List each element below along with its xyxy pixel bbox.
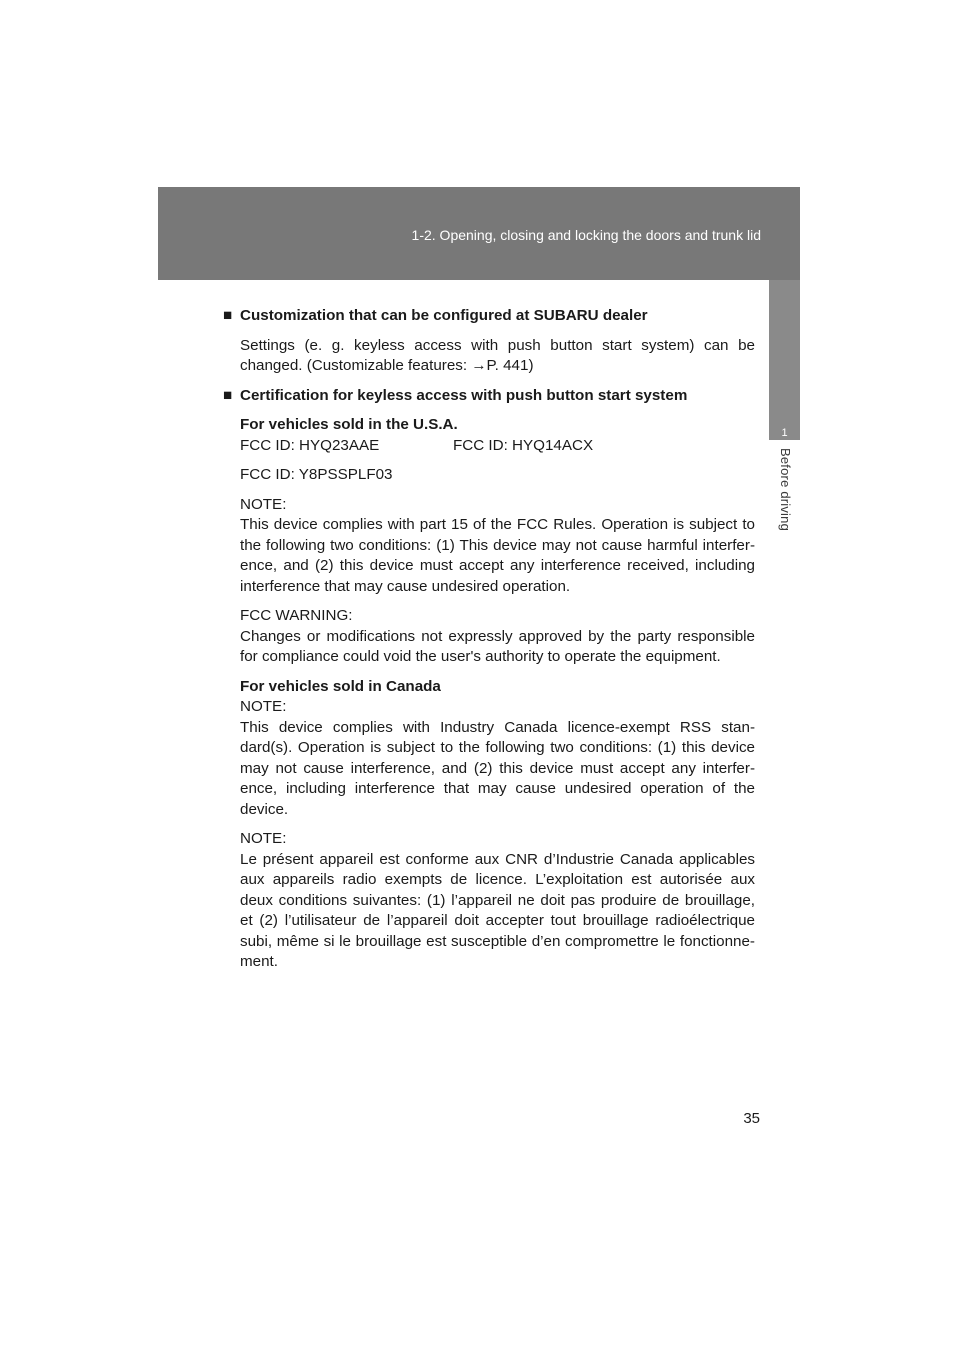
- customization-text: Settings (e. g. keyless access with push button start system) can be changed. (Customizable features: →P. 441): [240, 336, 755, 374]
- canada-note-text: This device complies with Industry Canada licence-exempt RSS stan-dard(s). Operation is subject to the following two conditions: (1) this device may not cause interference, and (2) this device must accept any interfer-ence, including interference that may cause undesired operation of the device.: [240, 718, 755, 818]
- fcc-id-row: [240, 436, 755, 457]
- page-number: 35: [743, 1110, 760, 1127]
- certification-heading: [223, 386, 755, 407]
- usa-subheading: For vehicles sold in the U.S.A.: [240, 416, 458, 433]
- usa-note-text: This device complies with part 15 of the FCC Rules. Operation is subject to the following two conditions: (1) This device may not cause harmful interfer-ence, and (2) this device must accept any interference received, including interference that may cause undesired operation.: [240, 516, 755, 595]
- fcc-id-1: FCC ID: HYQ23AAE: [240, 436, 380, 454]
- usa-note-label: NOTE:: [240, 495, 287, 513]
- canada-note-label: NOTE:: [240, 698, 287, 715]
- canada-note-fr-label: NOTE:: [240, 830, 287, 847]
- fcc-id-3: FCC ID: Y8PSSPLF03: [240, 466, 393, 483]
- canada-note-fr-text: Le présent appareil est conforme aux CNR d’Industrie Canada applicables aux appareils radio exempts de licence. L’exploitation est autorisée aux deux conditions suivantes: (1) l’appareil ne doit pas produire de brouillage, et (2) l’utilisateur de l’appareil doit accepter tout brouillage radioélectrique subi, même si le brouillage est susceptible d’en compromettre le fonctionne-ment.: [240, 850, 755, 970]
- certification-body: [223, 415, 755, 973]
- page-content: [223, 306, 755, 982]
- customization-heading-text: Customization that can be configured at SUBARU dealer: [240, 307, 648, 324]
- customization-heading: [223, 306, 755, 327]
- canada-subheading: For vehicles sold in Canada: [240, 677, 441, 695]
- chapter-tab: [769, 280, 800, 440]
- chapter-label: Before driving: [778, 448, 793, 532]
- square-bullet-icon: ■: [223, 307, 233, 324]
- fcc-warning-text: Changes or modifications not expressly approved by the party responsible for compliance could void the user's authority to operate the equipment.: [240, 627, 755, 665]
- fcc-id-2: FCC ID: HYQ14ACX: [453, 436, 594, 454]
- certification-heading-text: Certification for keyless access with push button start system: [240, 386, 688, 404]
- fcc-warning-label: FCC WARNING:: [240, 607, 353, 624]
- section-title: 1-2. Opening, closing and locking the doors and trunk lid: [411, 227, 761, 243]
- chapter-number: 1: [781, 427, 788, 439]
- square-bullet-icon: ■: [223, 386, 233, 404]
